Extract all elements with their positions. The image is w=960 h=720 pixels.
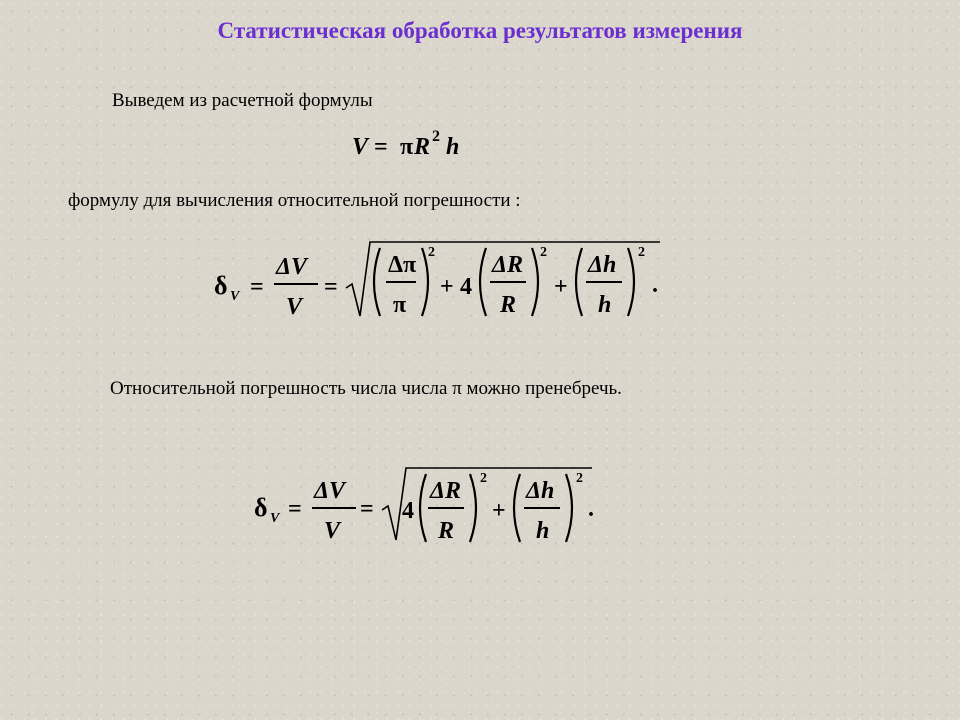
fraction-den-v: V bbox=[286, 294, 303, 320]
plus-2: + bbox=[554, 274, 568, 300]
volume-formula bbox=[352, 126, 492, 166]
paren-left-1 bbox=[374, 248, 380, 316]
fraction-num-dv: ΔV bbox=[276, 254, 308, 280]
fraction-den-v-2: V bbox=[324, 518, 341, 544]
volume-equals: = bbox=[374, 134, 388, 160]
plus-3: + bbox=[492, 498, 506, 524]
term1-power: 2 bbox=[428, 245, 435, 260]
term3-den: h bbox=[598, 292, 612, 318]
error-formula-reduced bbox=[252, 462, 622, 552]
delta-subscript-2: V bbox=[270, 511, 280, 526]
coef-4-2: 4 bbox=[402, 498, 414, 524]
volume-power: 2 bbox=[432, 128, 440, 145]
paren-right-5 bbox=[566, 474, 572, 542]
term-h-den: h bbox=[536, 518, 550, 544]
term3-power: 2 bbox=[638, 245, 645, 260]
volume-lhs: V bbox=[352, 134, 369, 160]
term-r-power: 2 bbox=[480, 471, 487, 486]
paren-left-5 bbox=[514, 474, 520, 542]
intro-text: Выведем из расчетной формулы bbox=[112, 90, 373, 111]
term-h-num: Δh bbox=[526, 478, 555, 504]
volume-r: R bbox=[414, 134, 431, 160]
term2-num: ΔR bbox=[492, 252, 524, 278]
equals-2: = bbox=[324, 274, 338, 300]
term-r-num: ΔR bbox=[430, 478, 462, 504]
delta-subscript: V bbox=[230, 289, 240, 304]
term-h-power: 2 bbox=[576, 471, 583, 486]
volume-h: h bbox=[446, 134, 460, 160]
end-dot-2: . bbox=[588, 496, 594, 522]
error-formula-full-svg bbox=[212, 236, 682, 326]
error-formula-full bbox=[212, 236, 682, 326]
coef-4: 4 bbox=[460, 274, 472, 300]
volume-formula-svg bbox=[352, 126, 492, 166]
paren-left-4 bbox=[420, 474, 426, 542]
paren-left-3 bbox=[576, 248, 582, 316]
paren-right-3 bbox=[628, 248, 634, 316]
fraction-num-dv-2: ΔV bbox=[314, 478, 346, 504]
equals-4: = bbox=[360, 496, 374, 522]
paren-right-4 bbox=[470, 474, 476, 542]
delta-symbol: δ bbox=[214, 271, 228, 300]
paren-right-2 bbox=[532, 248, 538, 316]
term1-den: π bbox=[393, 292, 407, 318]
delta-symbol-2: δ bbox=[254, 493, 268, 522]
derive-text: формулу для вычисления относительной погрешности : bbox=[68, 190, 521, 211]
error-formula-reduced-svg bbox=[252, 462, 622, 552]
equals-1: = bbox=[250, 274, 264, 300]
paren-left-2 bbox=[480, 248, 486, 316]
neglect-text: Относительной погрешность числа числа π можно пренебречь. bbox=[110, 378, 622, 399]
slide-title: Статистическая обработка результатов измерения bbox=[217, 18, 743, 43]
plus-1: + bbox=[440, 274, 454, 300]
volume-pi: π bbox=[400, 134, 414, 160]
term2-den: R bbox=[500, 292, 517, 318]
term-r-den: R bbox=[438, 518, 455, 544]
term2-power: 2 bbox=[540, 245, 547, 260]
equals-3: = bbox=[288, 496, 302, 522]
end-dot: . bbox=[652, 272, 658, 298]
term3-num: Δh bbox=[588, 252, 617, 278]
term1-num: Δπ bbox=[388, 252, 417, 278]
